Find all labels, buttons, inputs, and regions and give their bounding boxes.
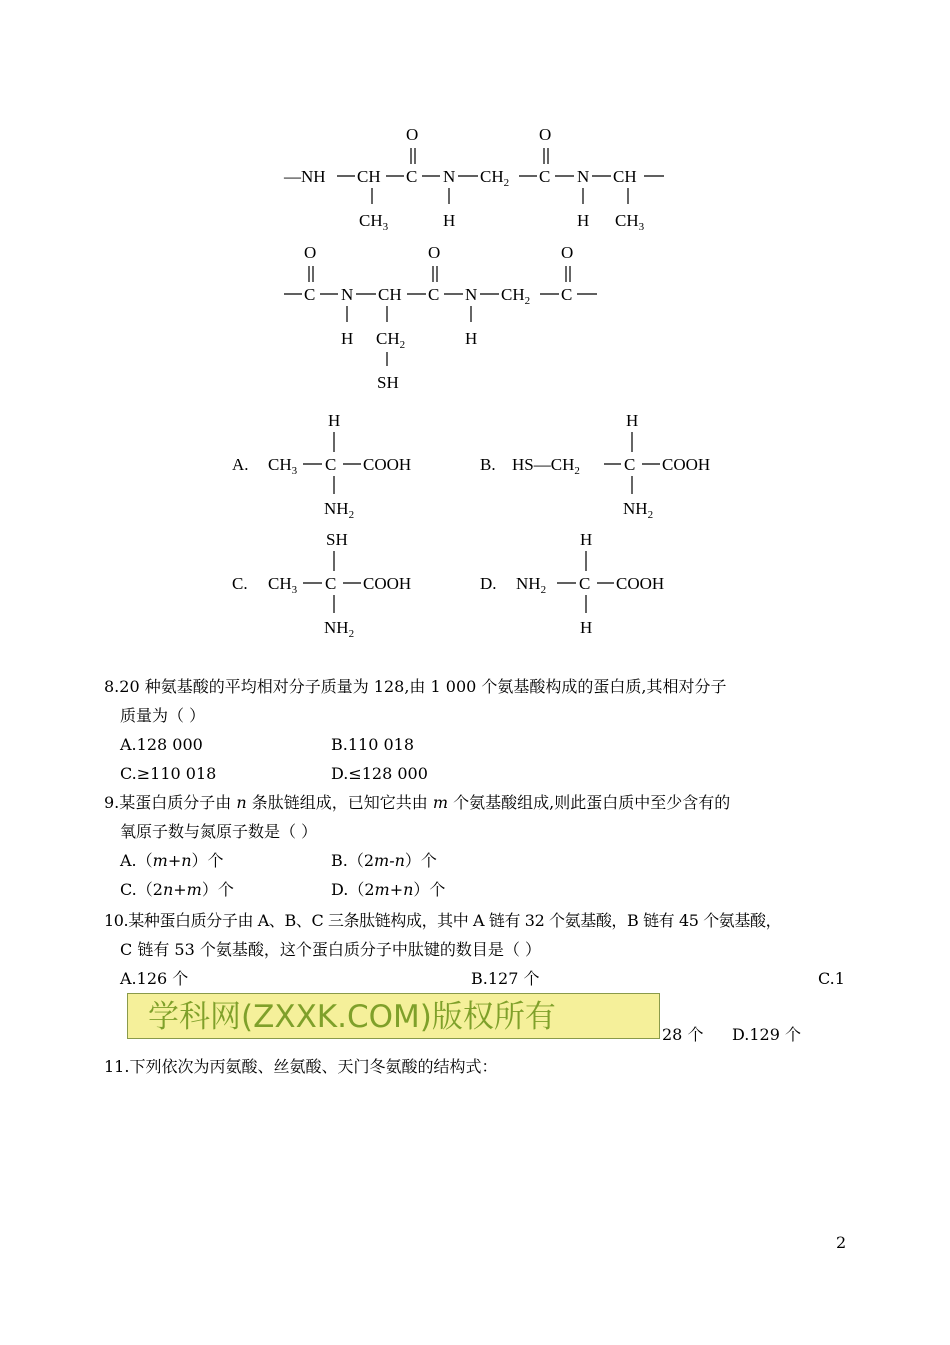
- option-a-structure: [232, 411, 411, 521]
- carbonyl-carbon: C: [539, 167, 551, 186]
- svg-text:COOH: COOH: [363, 455, 412, 474]
- svg-text:C: C: [325, 455, 337, 474]
- svg-text:NH2: $NH_2$: [516, 574, 547, 596]
- option-d-structure: [480, 530, 664, 637]
- ch2-group: $CH_2$: [501, 285, 531, 307]
- hydrogen: H: [341, 329, 354, 348]
- ch2-group: $CH_2$: [376, 329, 406, 351]
- option-label: A.: [232, 455, 249, 474]
- option-label: B.: [480, 455, 496, 474]
- option-b-structure: [480, 411, 710, 521]
- oxygen: O: [406, 125, 419, 144]
- ch-group: CH: [613, 167, 637, 186]
- svg-text:COOH: COOH: [363, 574, 412, 593]
- hydrogen: H: [443, 211, 456, 230]
- svg-text:NH2: $NH_2$: [324, 618, 355, 640]
- q8-stem-line2: 质量为（ ）: [120, 706, 206, 725]
- svg-text:H: H: [328, 411, 341, 430]
- q8-option-c: C.≥110 018: [120, 764, 217, 783]
- q10-stem-line1: 10.某种蛋白质分子由 A、B、C 三条肽链构成，其中 A 链有 32 个氨基酸，B 链有 45 个氨基酸，: [104, 911, 782, 930]
- hydrogen: H: [577, 211, 590, 230]
- sh-group: SH: [377, 373, 399, 392]
- q9-option-d: D.（2m+n）个: [331, 880, 446, 899]
- peptide-structure-figure: [0, 0, 950, 660]
- svg-text:COOH: COOH: [616, 574, 665, 593]
- q10-option-d: D.129 个: [732, 1025, 801, 1044]
- oxygen: O: [304, 243, 317, 262]
- svg-text:C: C: [624, 455, 636, 474]
- svg-text:H: H: [580, 530, 593, 549]
- peptide-row-1: [283, 125, 664, 233]
- nh-group: —NH: [284, 167, 326, 186]
- svg-text:COOH: COOH: [662, 455, 711, 474]
- oxygen: O: [428, 243, 441, 262]
- q8-stem-line1: 8.20 种氨基酸的平均相对分子质量为 128,由 1 000 个氨基酸构成的蛋白质,其相对分子: [104, 677, 727, 696]
- q10-option-c-start: C.1: [818, 969, 845, 988]
- nitrogen: N: [443, 167, 456, 186]
- oxygen: O: [539, 125, 552, 144]
- svg-text:CH3: $CH_3$: [268, 455, 298, 477]
- nitrogen: N: [465, 285, 478, 304]
- q10-stem-line2: C 链有 53 个氨基酸，这个蛋白质分子中肽键的数目是（ ）: [120, 940, 541, 959]
- q11-stem-line1: 11.下列依次为丙氨酸、丝氨酸、天门冬氨酸的结构式：: [104, 1057, 498, 1076]
- q9-option-c: C.（2n+m）个: [120, 880, 234, 899]
- q10-option-a: A.126 个: [120, 969, 189, 988]
- svg-text:C: C: [579, 574, 591, 593]
- carbonyl-carbon: C: [561, 285, 573, 304]
- watermark-banner: 学科网(ZXXK.COM)版权所有: [127, 993, 660, 1039]
- q8-option-b: B.110 018: [331, 735, 415, 754]
- q10-option-b: B.127 个: [471, 969, 540, 988]
- option-label: C.: [232, 574, 248, 593]
- q9-stem-line2: 氧原子数与氮原子数是（ ）: [120, 822, 318, 841]
- carbonyl-carbon: C: [428, 285, 440, 304]
- peptide-row-2: [284, 243, 597, 392]
- option-c-structure: [232, 530, 411, 640]
- svg-text:CH3: $CH_3$: [268, 574, 298, 596]
- oxygen: O: [561, 243, 574, 262]
- q9-stem-line1: 9.某蛋白质分子由 n 条肽链组成，已知它共由 m 个氨基酸组成,则此蛋白质中至少含有的: [104, 793, 731, 812]
- nitrogen: N: [577, 167, 590, 186]
- svg-text:C: C: [325, 574, 337, 593]
- q9-option-a: A.（m+n）个: [120, 851, 224, 870]
- carbonyl-carbon: C: [304, 285, 316, 304]
- svg-text:H: H: [580, 618, 593, 637]
- page-number: 2: [836, 1233, 847, 1252]
- svg-text:HS—CH2: $HS—CH_2$: [512, 455, 580, 477]
- hydrogen: H: [465, 329, 478, 348]
- ch-group: CH: [357, 167, 381, 186]
- svg-text:SH: SH: [326, 530, 348, 549]
- q8-option-a: A.128 000: [120, 735, 203, 754]
- ch3-group: $CH_3$: [615, 211, 645, 233]
- q8-option-d: D.≤128 000: [331, 764, 428, 783]
- option-label: D.: [480, 574, 497, 593]
- ch3-group: $CH_3$: [359, 211, 389, 233]
- q9-option-b: B.（2m-n）个: [331, 851, 437, 870]
- svg-text:NH2: $NH_2$: [623, 499, 654, 521]
- q10-option-c-end: 28 个: [662, 1025, 704, 1044]
- ch-group: CH: [378, 285, 402, 304]
- ch2-group: $CH_2$: [480, 167, 510, 189]
- carbonyl-carbon: C: [406, 167, 418, 186]
- svg-text:NH2: $NH_2$: [324, 499, 355, 521]
- svg-text:H: H: [626, 411, 639, 430]
- nitrogen: N: [341, 285, 354, 304]
